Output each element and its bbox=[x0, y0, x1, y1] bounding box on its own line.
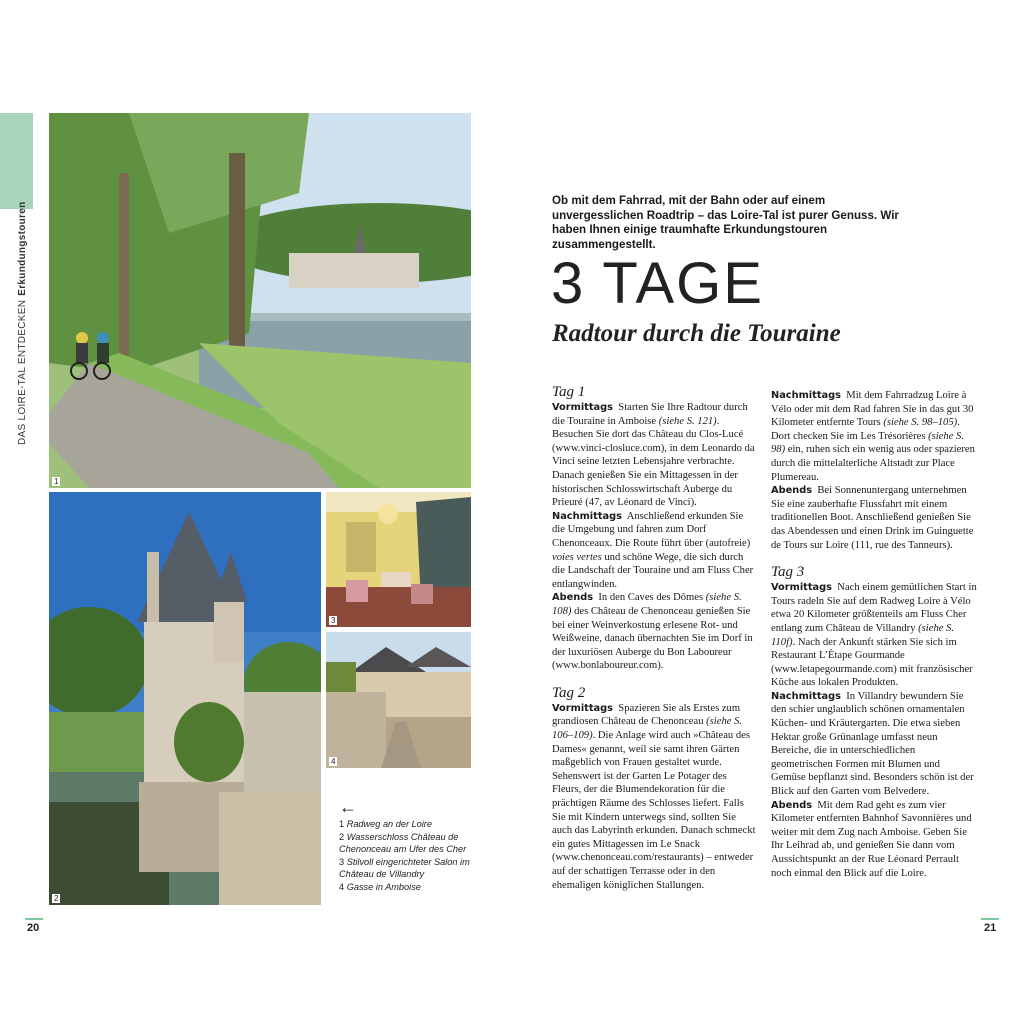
cyclists-by-river-photo bbox=[49, 113, 471, 488]
running-header bbox=[17, 201, 28, 445]
left-arrow-icon: ← bbox=[339, 797, 357, 817]
page-subtitle: Radtour durch die Touraine bbox=[552, 320, 841, 347]
day-2-afternoon: Nachmittags Mit dem Fahrradzug Loire à Vélo oder mit dem Rad fahren Sie in das gut 30 Kilometer entfernte Tours (siehe S. 98–105). Dort checken Sie im Les Trésorières (siehe S. 98) ein, ruhen sich ein wenig aus oder spazieren durch die mittelalterliche Altstadt zur Place Plumereau. bbox=[771, 390, 975, 483]
text-column-1 bbox=[552, 384, 758, 892]
caption-1: 1 Radweg an der Loire bbox=[339, 819, 432, 829]
day-1-evening: Abends In den Caves des Dômes (siehe S. 108) des Château de Chenonceau genießen Sie bei einer Weinverkostung erlesene Rot- und Weißweine, danach übernachten Sie im Dorf in der luxuriösen Auberge du Bon Laboureur (www.bonlaboureur.com). bbox=[552, 592, 753, 672]
section-title: Erkundungstouren bbox=[17, 201, 28, 296]
page-title: 3 TAGE bbox=[551, 251, 764, 316]
day-1-afternoon: Nachmittags Anschließend erkunden Sie die Umgebung und fahren zum Dorf Chenonceaux. Die Route führt über (autofreie) voies vertes und schöne Wege, die sich durch die Landschaft der Touraine und am Fluss Cher entlangwinden. bbox=[552, 510, 754, 590]
day-3-afternoon: Nachmittags In Villandry bewundern Sie den schier unglaublich schönen ornamentalen Küchen- und Kräutergarten. Die etwa sieben Hektar große Grünanlage umfasst neun Bereiche, die in unterschiedlichen geometrischen Formen mit Blumen und Gemüse bepflanzt sind. Besonders schön ist der Blick auf den Garten vom Belvedere. bbox=[771, 690, 974, 798]
salon-interior-photo bbox=[326, 492, 471, 627]
section-tab bbox=[0, 113, 33, 209]
chateau-tower-photo bbox=[49, 492, 321, 905]
caption-2: 2 Wasserschloss Château de Chenonceau am Ufer des Cher bbox=[339, 831, 467, 855]
page-number-left: 20 bbox=[27, 922, 40, 934]
page-accent-left bbox=[25, 918, 43, 920]
page-accent-right bbox=[981, 918, 999, 920]
photo-number: 2 bbox=[54, 894, 59, 903]
village-lane-photo bbox=[326, 632, 471, 768]
day-1-heading: Tag 1 bbox=[552, 384, 586, 400]
day-3-morning: Vormittags Nach einem gemütlichen Start in Tours radeln Sie auf dem Radweg Loire à Vélo etwa 20 Kilometer größtenteils am Fluss Cher entlang zum Château de Villandry (siehe S. 110f). Nach der Ankunft stärken Sie sich im Restaurant L’Étape Gourmande (www.letapegourmande.com) mit französischer Küche aus lokalen Produkten. bbox=[771, 582, 977, 689]
photo-number: 4 bbox=[331, 757, 336, 766]
day-1-morning: Vormittags Starten Sie Ihre Radtour durch die Touraine in Amboise (siehe S. 121). Besuchen Sie dort das Château du Clos-Lucé (www.vinci-closluce.com), in dem Leonardo da Vinci seine letzten Lebensjahre verbrachte. Danach genießen Sie ein Mittagessen in der historischen Schlosswirtschaft Auberge du Prieuré (47, av Léonard de Vinci). bbox=[552, 402, 755, 509]
intro-text: Ob mit dem Fahrrad, mit der Bahn oder auf einem unvergesslichen Roadtrip – das Loire-Tal ist purer Genuss. Wir haben Ihnen einige traumhafte Erkundungstouren zusammengestellt. bbox=[552, 194, 899, 251]
photo-captions bbox=[339, 818, 479, 894]
page-number-right: 21 bbox=[984, 922, 997, 934]
day-2-evening: Abends Bei Sonnenuntergang unternehmen Sie eine zauberhafte Flussfahrt mit einem traditionellen Boot. Anschließend genießen Sie das Abendessen und einen Drink im Guinguette de Tours sur Loire (111, rue des Tanneurs). bbox=[771, 485, 974, 551]
day-2-heading: Tag 2 bbox=[552, 684, 586, 701]
caption-3: 3 Stilvoll eingerichteter Salon im Château de Villandry bbox=[339, 856, 470, 880]
photo-number: 3 bbox=[331, 616, 336, 625]
text-column-2 bbox=[771, 389, 977, 880]
photo-number: 1 bbox=[54, 477, 59, 486]
book-part-title: DAS LOIRE-TAL ENTDECKEN bbox=[17, 299, 28, 445]
day-2-morning: Vormittags Spazieren Sie als Erstes zum grandiosen Château de Chenonceau (siehe S. 106–109). Die Anlage wird auch »Château des Dames« genannt, weil sie samt ihren Gärten maßgeblich von Frauen gestaltet wurde. Sehenswert ist der Garten Le Potager des Fleurs, der die Blumendekoration für die prächtigen Räume des Schlosses liefert. Falls Sie mit Kindern unterwegs sind, sollten Sie auch das Labyrinth erkunden. Danach schmeckt ein gutes Mittagessen im Le Snack (www.chenonceau.com/restaurants) – entweder auf der schattigen Terrasse oder in den ehemaligen königlichen Stallungen. bbox=[552, 702, 756, 891]
day-3-heading: Tag 3 bbox=[771, 564, 805, 581]
day-3-evening: Abends Mit dem Rad geht es zum vier Kilometer entfernten Bahnhof Savonnières und weiter mit dem Zug nach Amboise. Geben Sie Ihr Leihrad ab, und genießen Sie dann vom Aussichtspunkt an der Rue Léonard Perrault noch einmal den Blick auf die Loire. bbox=[771, 799, 972, 879]
caption-4: 4 Gasse in Amboise bbox=[339, 881, 421, 892]
